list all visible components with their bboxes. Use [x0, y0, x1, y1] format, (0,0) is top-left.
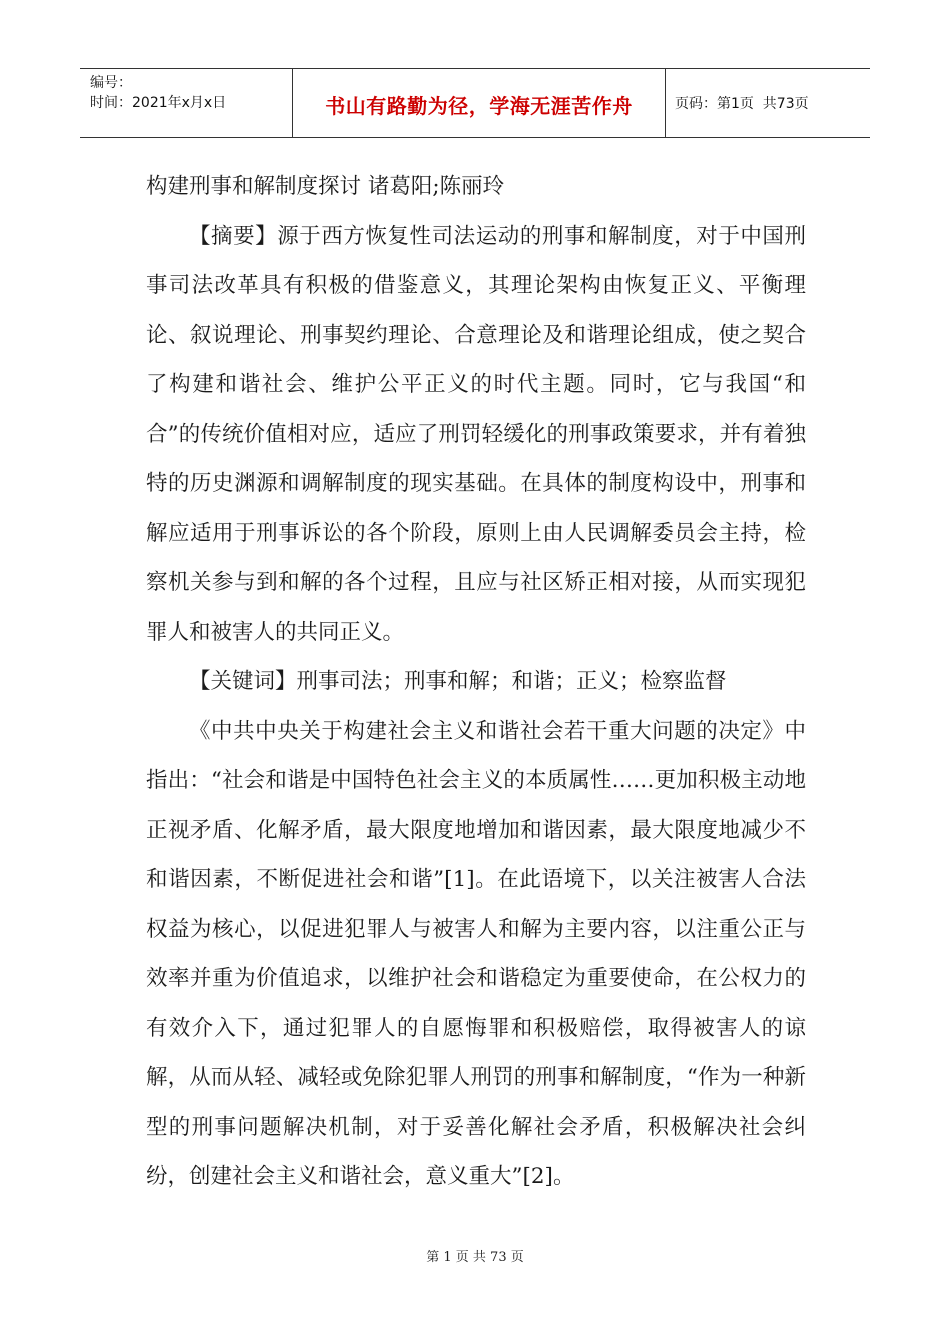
abstract-paragraph: 【摘要】源于西方恢复性司法运动的刑事和解制度，对于中国刑事司法改革具有积极的借鉴意义，其理论架构由恢复正义、平衡理论、叙说理论、刑事契约理论、合意理论及和谐理论组成，使之契合了构建和谐社会、维护公平正义的时代主题。同时，它与我国“和合”的传统价值相对应，适应了刑罚轻缓化的刑事政策要求，并有着独特的历史渊源和调解制度的现实基础。在具体的制度构设中，刑事和解应适用于刑事诉讼的各个阶段，原则上由人民调解委员会主持，检察机关参与到和解的各个过程，且应与社区矫正相对接，从而实现犯罪人和被害人的共同正义。 [146, 223, 806, 645]
body-paragraph: 《中共中央关于构建社会主义和谐社会若干重大问题的决定》中指出：“社会和谐是中国特色社会主义的本质属性……更加积极主动地正视矛盾、化解矛盾，最大限度地增加和谐因素，最大限度地减少不和谐因素，不断促进社会和谐”[1]。在此语境下，以关注被害人合法权益为核心，以促进犯罪人与被害人和解为主要内容，以注重公正与效率并重为价值追求，以维护社会和谐稳定为重要使命，在公权力的有效介入下，通过犯罪人的自愿悔罪和积极赔偿，取得被害人的谅解，从而从轻、减轻或免除犯罪人刑罚的刑事和解制度，“作为一种新型的刑事问题解决机制，对于妥善化解社会矛盾，积极解决社会纠纷，创建社会主义和谐社会，意义重大”[2]。 [146, 718, 806, 1189]
header-page-info: 页码：第1页 共73页 [675, 96, 809, 112]
number-label: 编号： [90, 75, 132, 91]
header-motto: 书山有路勤为径，学海无涯苦作舟 [293, 69, 666, 137]
page-footer: 第 1 页 共 73 页 [426, 1250, 524, 1265]
keywords-paragraph: 【关键词】刑事司法；刑事和解；和谐；正义；检察监督 [189, 669, 727, 694]
page-header [80, 68, 870, 138]
time-label: 时间：2021年x月x日 [90, 95, 227, 111]
document-body [146, 162, 806, 1202]
header-meta-cell [80, 69, 293, 137]
document-title-line: 构建刑事和解制度探讨 诸葛阳;陈丽玲 [146, 174, 505, 199]
